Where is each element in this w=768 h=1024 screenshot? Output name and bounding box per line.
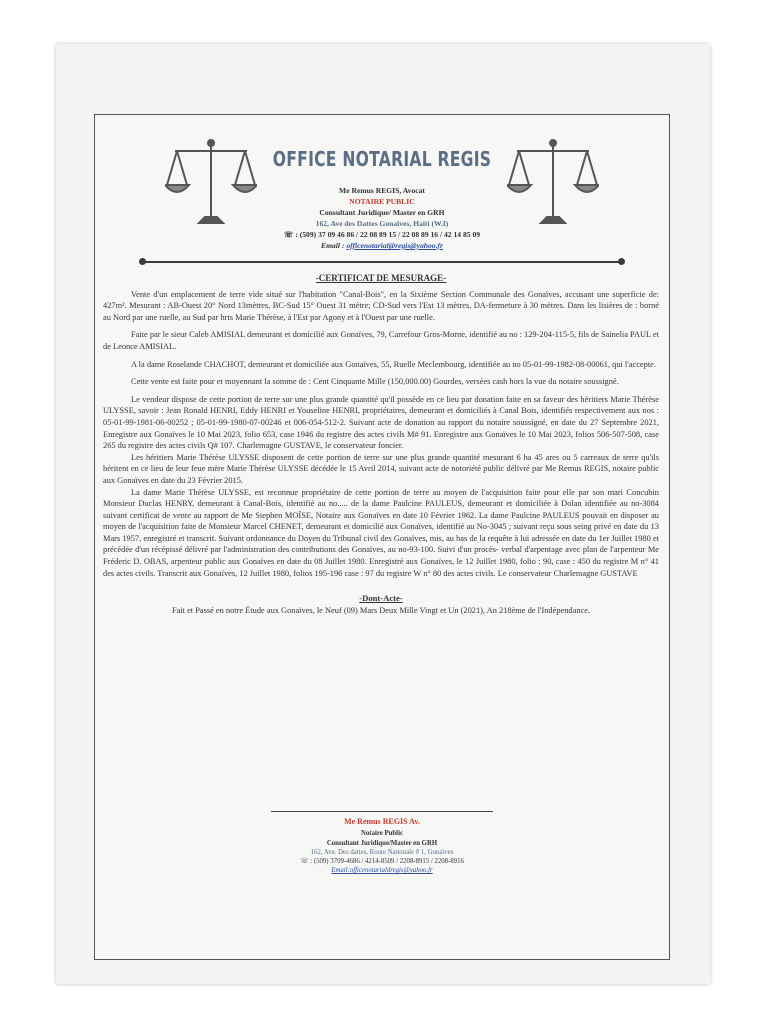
footer-address: 162, Ave. Des dattes, Route Nationale # 1, Gonaïves bbox=[310, 849, 454, 856]
closing-statement: Fait et Passé en notre Étude aux Gonaïves, le Neuf (09) Mars Deux Mille Vingt et Un (2021), An 218ème de l'Indépendance. bbox=[171, 605, 591, 615]
document-page bbox=[56, 44, 710, 984]
notary-name: Me Remus REGIS, Avocat bbox=[339, 186, 425, 195]
paragraph-origin: La dame Marie Thérèse ULYSSE, est reconnue propriétaire de cette portion de terre au moyen de l'acquisition faite pour elle par son mari Concubin Monsieur Duclas HENRY, demeurant à Canal-Bois, identifié au no..... de la dame Paulcine PAULEUS, demeurant et domiciliée à Dolan identifiée au no-3084 suivant certificat de vente au rapport de Me Stephen MOÏSE, Notaire aux Gonaïves en date 10 Février 1962. La dame Paulcine PAULEUS pouvait en disposer au moyen de l'acquisition faite de Monsieur Marcel CHENET, demeurant et domicilié aux Gonaïves, identifié au No-3045 ; suivant reçu sous seing privé en date du 13 Mars 1957, enregistré et transcrit. Suivant ordonnance du Doyen du Tribunal civil des Gonaïves, mis, au bas de la requête à lui adressée en date du 1er Juillet 1980 et précédée d'un récépissé délivré par l'administration des contributions des Gonaïves, au no-93-100. Suivi d'un procès- verbal d'arpentage avec plan de l'arpenteur Me Fréderic D. OBAS, arpenteur public aux Gonaïves en date du 08 Juillet 1980. Enregistré aux Gonaïves, le 12 Juillet 1980, folio : 90, case : 450 du registre M n° 41 des actes civils. Transcrit aux Gonaïves, 12 Juillet 1980, folios 195-196 case : 97 du registre W n° 80 des actes civils. Le conservateur Charlemagne GUSTAVE bbox=[103, 487, 659, 578]
notary-consultant: Consultant Juridique/ Master en GRH bbox=[319, 208, 445, 217]
paragraph-sale: Vente d'un emplacement de terre vide situé sur l'habitation "Canal-Bois", en la Sixième Section Communale des Gonaïves, accusant une superficie de: 427m². Mesurant : AB-Ouest 20° Nord 13mètres, BC-Sud 15° Ouest 31 mètre; CD-Sud vers l'Est 13 mètres, DA-fermeture à 30 mètres. Dans les lisières de : borné au Nord par une ruelle, au Sud par hrts Marie Thérèse, à l'Est par Agony et à l'Ouest par une ruelle. bbox=[103, 289, 659, 322]
notary-email bbox=[95, 240, 669, 251]
paragraph-donation: Le vendeur dispose de cette portion de terre sur une plus grande quantité qu'il possède en ce lieu par donation faite en sa faveur des héritiers Marie Thérèse ULYSSE, savoir : Jean Ronald HENRI, Eddy HENRI et Youseline HENRI, propriétaires, demeurant et domiciliés à Canal Bois, identifiés respectivement aux nos : 05-01-99-1981-06-00252 ; 05-01-99-1980-07-00246 et 006-054-512-2. Suivant acte de donation au rapport du notaire soussigné, en date du 27 Septembre 2021, Enregistre aux Gonaïves le 10 Mai 2023, folio 653, case 1946 du registre des actes civils M# 91. Enregistre aux Gonaïves le 10 Mai 2023, folios 506-507-508, case 265 du registre des actes civils Q# 107. Charlemagne GUSTAVE, le conservateur foncier. bbox=[103, 394, 659, 451]
email-link[interactable]: officenotarial@regis@yahoo.fr bbox=[346, 241, 443, 250]
footer-name: Me Remus REGIS Av. bbox=[344, 817, 420, 826]
paragraph-seller: Faite par le sieur Caleb AMISIAL demeurant et domicilié aux Gonaïves, 79, Carrefour Gros-Morne, identifié au no : 129-204-115-5, fils de Sainelia PAUL et de Leonce AMISIAL. bbox=[103, 330, 659, 351]
notary-role: NOTAIRE PUBLIC bbox=[349, 197, 415, 206]
document-title: -CERTIFICAT DE MESURAGE- bbox=[315, 273, 447, 283]
email-label: Email : bbox=[321, 241, 345, 250]
notary-address: 162, Ave des Dattes Gonaïves, Haiti (W.I) bbox=[315, 219, 449, 228]
document-body bbox=[103, 265, 659, 622]
notary-phones: ☏ : (509) 37 09 46 86 / 22 08 89 15 / 22 08 89 16 / 42 14 85 09 bbox=[283, 230, 481, 239]
paragraph-heirs: Les héritiers Marie Thérèse ULYSSE disposent de cette portion de terre sur une plus grande quantité mesurant 6 ha 45 ares ou 5 carreaux de terre qu'ils héritent en ce lieu de leur feue mère Marie Thérèse ULYSSE décédée le 15 Avril 2014, suivant acte de notoriété public délivré par Me Remus REGIS, notaire public aux Gonaïves en date du 23 Février 2015. bbox=[103, 452, 659, 485]
signature-line bbox=[271, 811, 493, 812]
paragraph-buyer: A la dame Roselande CHACHOT, demeurant et domiciliée aux Gonaïves, 55, Ruelle Meclembourg, identifiée au no 05-01-99-1982-08-00061, qui l'accepte. bbox=[131, 359, 656, 369]
footer-consultant: Consultant Juridique/Master en GRH bbox=[326, 840, 438, 847]
document-frame bbox=[94, 114, 670, 960]
paragraph-price: Cette vente est faite pour et moyennant la somme de : Cent Cinquante Mille (150,000.00) Gourdes, versées cash hors la vue du notaire soussigné. bbox=[131, 377, 619, 387]
footer-phones: ☏ : (509) 3709-4686 / 4214-8509 / 2208-8915 / 2208-8916 bbox=[300, 858, 464, 865]
footer-email[interactable]: Email:officenotarialdregis@yahoo.fr bbox=[331, 867, 433, 874]
dont-acte: -Dont-Acte- bbox=[359, 593, 403, 604]
header-divider bbox=[143, 261, 621, 263]
letterhead bbox=[95, 115, 669, 265]
office-title: OFFICE NOTARIAL REGIS bbox=[272, 147, 492, 171]
footer-role: Notaire Public bbox=[361, 830, 403, 837]
